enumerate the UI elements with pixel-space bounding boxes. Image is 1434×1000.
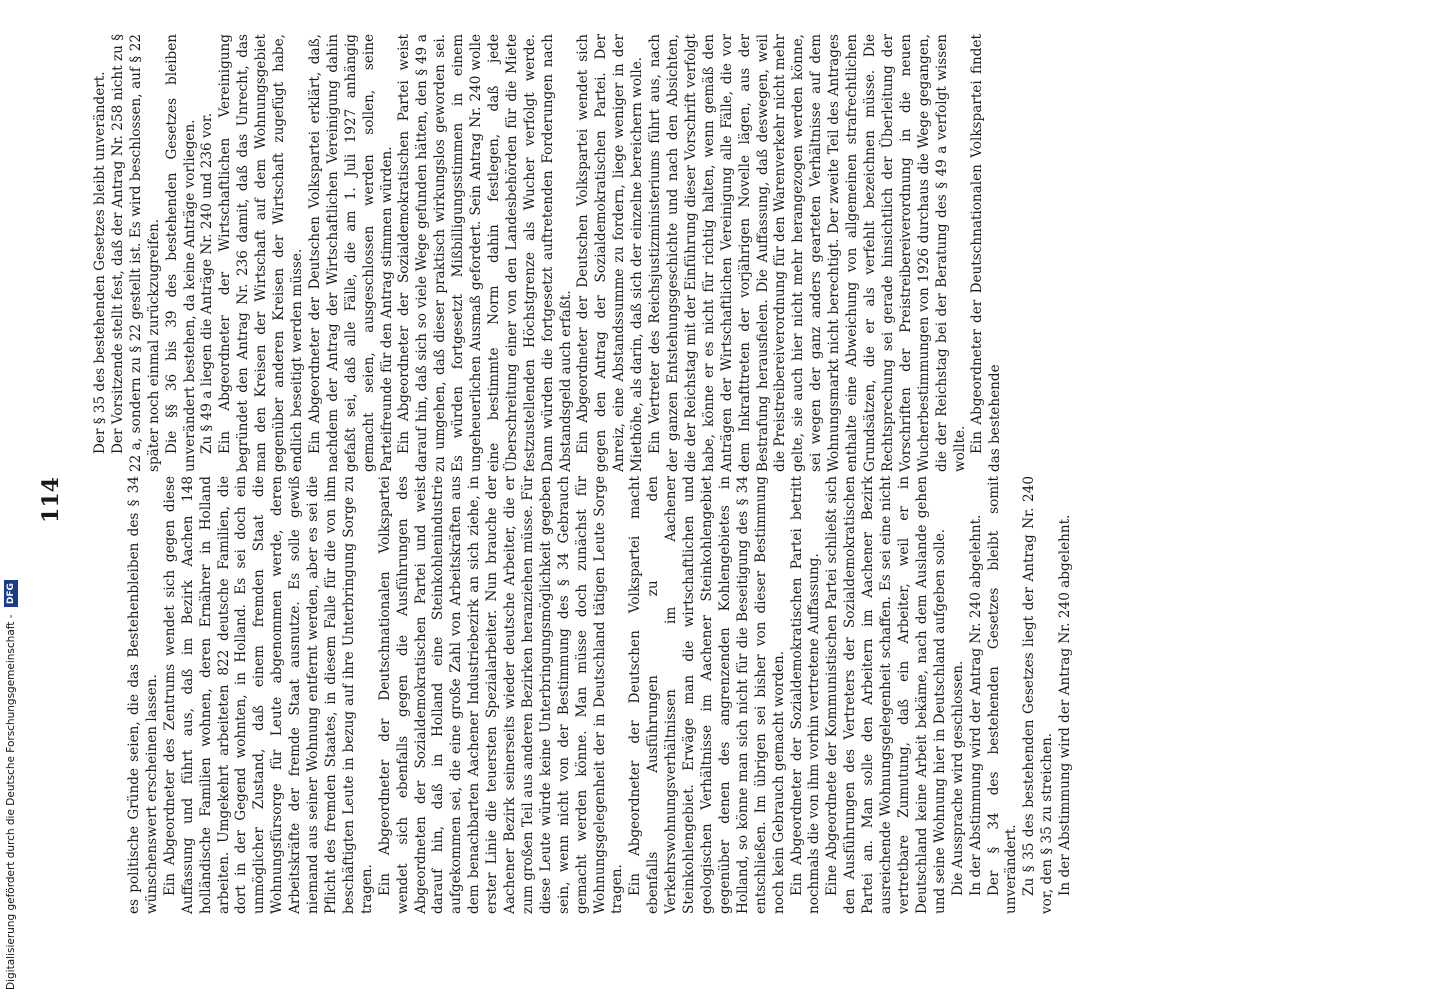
- paragraph: Ein Abgeordneter der Deutschnationalen Volkspartei findet das bestehende: [969, 34, 1004, 472]
- dfg-logo: DFG: [4, 580, 18, 607]
- paragraph: Ein Abgeordneter der Wirtschaftlichen Vereinigung begründet den Antrag Nr. 236 damit, daß das Unrecht, das man den Kreisen der Wirtschaft auf dem Wohnungsgebiet gegenüber anderen Kreisen der Wirtschaft zugefügt habe, endlich beseitigt werden müsse.: [217, 34, 305, 472]
- paragraph: Ein Abgeordneter der Deutschen Volkspartei macht ebenfalls Ausführungen zu den Verkehrswohnungsverhältnissen im Aachener Steinkohlengebiet. Erwäge man die wirtschaftlichen und geologischen Verhältnisse im Aachener Steinkohlengebiet gegenüber denen des angrenzenden Kohlengebietes in Holland, so könne man sich nicht für die Beseitigung des § 34 entschließen. Im übrigen sei bisher von dieser Bestimmung noch kein Gebrauch gemacht worden.: [627, 476, 787, 914]
- left-column: [126, 476, 1075, 914]
- paragraph: es politische Gründe seien, die das Bestehenbleiben des § 34 wünschenswert erscheinen lassen.: [126, 476, 160, 914]
- paragraph: Eine Abgeordnete der Kommunistischen Partei schließt sich den Ausführungen des Vertreters der Sozialdemokratischen Partei an. Man solle den Arbeitern im Aachener Bezirk ausreichende Wohnungsgelegenheit schaffen. Es sei eine nicht vertretbare Zumutung, daß ein Arbeiter, weil er in Deutschland keine Arbeit bekäme, nach dem Auslande gehen und seine Wohnung hier in Deutschland aufgeben solle.: [824, 476, 948, 914]
- paragraph: In der Abstimmung wird der Antrag Nr. 240 abgelehnt.: [967, 514, 984, 896]
- paragraph: Ein Abgeordneter der Deutschen Volkspartei erklärt, daß, nachdem der Antrag der Wirtschaftlichen Vereinigung dahin gefaßt sei, daß alle Fälle, die am 1. Juli 1927 anhängig gemacht seien, ausgeschlossen werden sollen, seine Parteifreunde für den Antrag stimmen würden.: [306, 34, 395, 472]
- paragraph: Ein Abgeordneter der Sozialdemokratischen Partei betritt nochmals die von ihm vorhin vertretene Auffassung.: [788, 476, 823, 914]
- paragraph: Ein Abgeordneter der Deutschnationalen Volkspartei wendet sich ebenfalls gegen die Ausführungen des Abgeordneten der Sozialdemokratischen Partei und weist darauf hin, daß in Holland eine Steinkohlenindustrie aufgekommen sei, die eine große Zahl von Arbeitskräften aus dem benachbarten Aachener Industriebezirk an sich ziehe, in erster Linie die teuersten Spezialarbeiter. Nun brauche der Aachener Bezirk seinerseits wieder deutsche Arbeiter, die er zum großen Teil aus anderen Bezirken heranziehen müsse. Für diese Leute würde keine Unterbringungsmöglichkeit gegeben sein, wenn nicht von der Bestimmung des § 34 Gebrauch gemacht werden könne. Man müsse doch zunächst für Wohnungsgelegenheit der in Deutschland tätigen Leute Sorge tragen.: [376, 476, 626, 914]
- right-column: [92, 34, 1005, 472]
- paragraph: Ein Abgeordneter des Zentrums wendet sich gegen diese Auffassung und führt aus, daß im Bezirk Aachen 148 holländische Familien wohnen, deren Ernährer in Holland arbeiten. Umgekehrt arbeiteten 822 deutsche Familien, die dort in der Gegend wohnten, in Holland. Es sei doch ein unmöglicher Zustand, daß einem fremden Staat die Wohnungsfürsorge für Leute abgenommen werde, deren Arbeitskräfte der fremde Staat ausnutze. Es solle gewiß niemand aus seiner Wohnung entfernt werden, aber es sei die Pflicht des fremden Staates, in diesem Falle für die von ihm beschäftigten Leute in bezug auf ihre Unterbringung Sorge zu tragen.: [161, 476, 375, 914]
- paragraph: Die §§ 36 bis 39 des bestehenden Gesetzes bleiben unverändert bestehen, da keine Anträge vorliegen.: [163, 34, 198, 472]
- paragraph: Zu § 49 a liegen die Anträge Nr. 240 und 236 vor.: [199, 112, 216, 454]
- paragraph: Ein Abgeordneter der Sozialdemokratischen Partei weist darauf hin, daß sich so viele Wege gefunden hätten, den § 49 a zu umgehen, daß dieser praktisch wirkungslos geworden sei. Es würden fortgesetzt Mißbilligungsstimmen in einem ungeheuerlichen Ausmaß gefordert. Sein Antrag Nr. 240 wolle eine bestimmte Norm dahin festlegen, daß jede Überschreitung einer von den Landesbehörden für die Miete festzustellenden Höchstgrenze als Wucher verfolgt werde. Dann würden die fortgesetzt auftretenden Forderungen nach Abstandsgeld auch erfaßt.: [396, 34, 574, 472]
- paragraph: Die Aussprache wird geschlossen.: [949, 660, 966, 896]
- footer-text: Digitalisierung gefördert durch die Deutsche Forschungsgemeinschaft -: [5, 614, 17, 990]
- page-number: 114: [38, 477, 64, 523]
- paragraph: In der Abstimmung wird der Antrag Nr. 240 abgelehnt.: [1057, 514, 1074, 896]
- digitization-footer: [2, 0, 20, 990]
- paragraph: Der § 35 des bestehenden Gesetzes bleibt unverändert.: [92, 71, 108, 454]
- paragraph: Der Vorsitzende stellt fest, daß der Antrag Nr. 258 nicht zu § 22 a, sondern zu § 22 gestellt ist. Es wird beschlossen, auf § 22 später noch einmal zurückzugreifen.: [109, 34, 162, 472]
- paragraph: Ein Vertreter des Reichsjustizministeriums führt aus, nach der ganzen Entstehungsgeschichte und nach den Absichten, die der Reichstag mit der Einführung dieser Vorschrift verfolgt habe, könne er es nicht für richtig halten, wenn gemäß den Anträgen der Wirtschaftlichen Vereinigung alle Fälle, die vor dem Inkrafttreten der vorjährigen Novelle lägen, aus der Bestrafung herausfielen. Die Auffassung, daß deswegen, weil die Preistreibereiverordnung für den Warenverkehr nicht mehr gelte, sie auch hier nicht mehr herangezogen werden könne, sei wegen der ganz anders gearteten Verhältnisse auf dem Wohnungsmarkt nicht berechtigt. Der zweite Teil des Antrages enthalte eine Abweichung von allgemeinen strafrechtlichen Grundsätzen, die er als verfehlt bezeichnen müsse. Die Rechtsprechung sei gerade hinsichtlich der Überleitung der Vorschriften der Preistreibereiverordnung in die neuen Wucherbestimmungen von 1926 durchaus die Wege gegangen, die der Reichstag bei der Beratung des § 49 a verfolgt wissen wollte.: [647, 34, 968, 472]
- paragraph: Ein Abgeordneter der Deutschen Volkspartei wendet sich gegen den Antrag der Sozialdemokratischen Partei. Der Anreiz, eine Abstandssumme zu fordern, liege weniger in der Miethöhe, als darin, daß sich der einzelne bereichern wolle.: [575, 34, 646, 472]
- paragraph: Der § 34 des bestehenden Gesetzes bleibt somit unverändert.: [985, 476, 1020, 914]
- paragraph: Zu § 35 des bestehenden Gesetzes liegt der Antrag Nr. 240 vor, den § 35 zu streichen.: [1021, 476, 1056, 914]
